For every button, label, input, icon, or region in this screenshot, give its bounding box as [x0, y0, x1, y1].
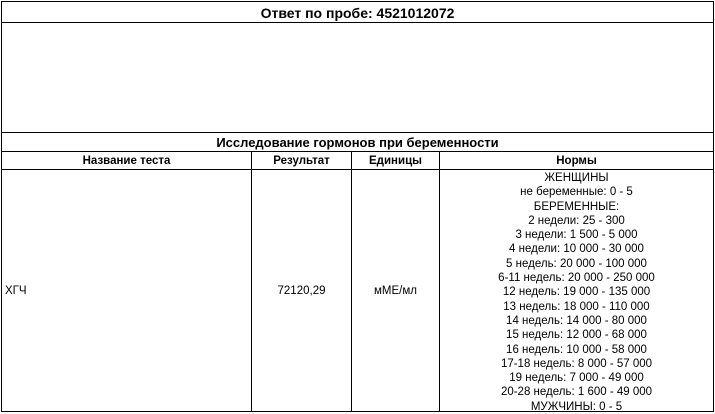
- norm-week-range: 20 000 - 100 000: [559, 257, 647, 270]
- norm-pregnant: БЕРЕМЕННЫЕ:: [533, 200, 620, 213]
- table-row: [2, 170, 713, 411]
- result-value: 72120,29: [277, 284, 326, 297]
- units-value: мМЕ/мл: [374, 284, 417, 297]
- cell-units: [351, 170, 439, 411]
- cell-test-name: [2, 170, 251, 411]
- norm-week-label: 15 недель:: [506, 329, 564, 342]
- norm-week-range: 7 000 - 49 000: [569, 372, 644, 385]
- norm-week-label: 14 недель:: [506, 314, 564, 327]
- norms-list: [440, 170, 713, 414]
- norm-week-range: 1 500 - 5 000: [569, 229, 638, 242]
- norm-week-range: 25 - 300: [582, 214, 625, 227]
- norm-week-range: 19 000 - 135 000: [563, 286, 651, 299]
- norm-week-label: 20-28 недель:: [500, 386, 575, 399]
- norm-week-label: 4 недели:: [509, 243, 561, 256]
- report-table: [1, 1, 714, 412]
- section-title: Исследование гормонов при беременности: [2, 132, 713, 152]
- norm-week-range: 20 000 - 250 000: [567, 272, 655, 285]
- norm-week-range: 10 000 - 30 000: [563, 243, 644, 256]
- norm-week-line: [440, 285, 713, 299]
- norm-week-label: 3 недели:: [515, 229, 567, 242]
- report-title: Ответ по пробе: 4521012072: [2, 2, 713, 23]
- cell-norms: [439, 170, 713, 411]
- cell-result: [251, 170, 351, 411]
- norm-week-line: [440, 214, 713, 228]
- norm-week-label: 12 недель:: [502, 286, 560, 299]
- norm-week-label: 19 недель:: [509, 372, 567, 385]
- norm-week-range: 18 000 - 110 000: [563, 300, 650, 313]
- norm-week-line: [440, 300, 713, 314]
- test-name: ХГЧ: [5, 284, 27, 297]
- norm-week-range: 10 000 - 58 000: [566, 343, 647, 356]
- norm-women: ЖЕНЩИНЫ: [544, 172, 609, 184]
- norm-men: МУЖЧИНЫ: 0 - 5: [530, 400, 623, 413]
- header-units: Единицы: [351, 152, 439, 169]
- header-result: Результат: [251, 152, 351, 169]
- norm-week-label: 17-18 недель:: [500, 357, 575, 370]
- norm-week-label: 6-11 недель:: [498, 272, 565, 285]
- blank-area: [2, 23, 713, 131]
- header-test-name: Название теста: [82, 155, 171, 167]
- norm-week-range: 1 600 - 49 000: [577, 386, 653, 399]
- norm-week-range: 8 000 - 57 000: [577, 357, 653, 370]
- norm-week-line: [440, 357, 713, 371]
- norm-week-line: [440, 257, 713, 271]
- norm-weeks: [440, 214, 713, 400]
- norm-week-line: [440, 328, 713, 342]
- norm-week-line: [440, 271, 713, 285]
- table-header: [2, 152, 713, 170]
- norm-week-range: 14 000 - 80 000: [566, 314, 647, 327]
- norm-not-pregnant: не беременные: 0 - 5: [520, 186, 633, 199]
- norm-week-line: [440, 343, 713, 357]
- norm-week-label: 13 недель:: [503, 300, 561, 313]
- norm-week-line: [440, 242, 713, 256]
- norm-week-line: [440, 371, 713, 385]
- norm-week-line: [440, 385, 713, 399]
- norm-week-label: 16 недель:: [506, 343, 564, 356]
- norm-week-line: [440, 228, 713, 242]
- norm-week-range: 12 000 - 68 000: [566, 329, 647, 342]
- norm-week-line: [440, 314, 713, 328]
- norm-week-label: 2 недели:: [528, 214, 580, 227]
- header-norms: Нормы: [439, 152, 713, 169]
- norm-week-label: 5 недель:: [506, 257, 557, 270]
